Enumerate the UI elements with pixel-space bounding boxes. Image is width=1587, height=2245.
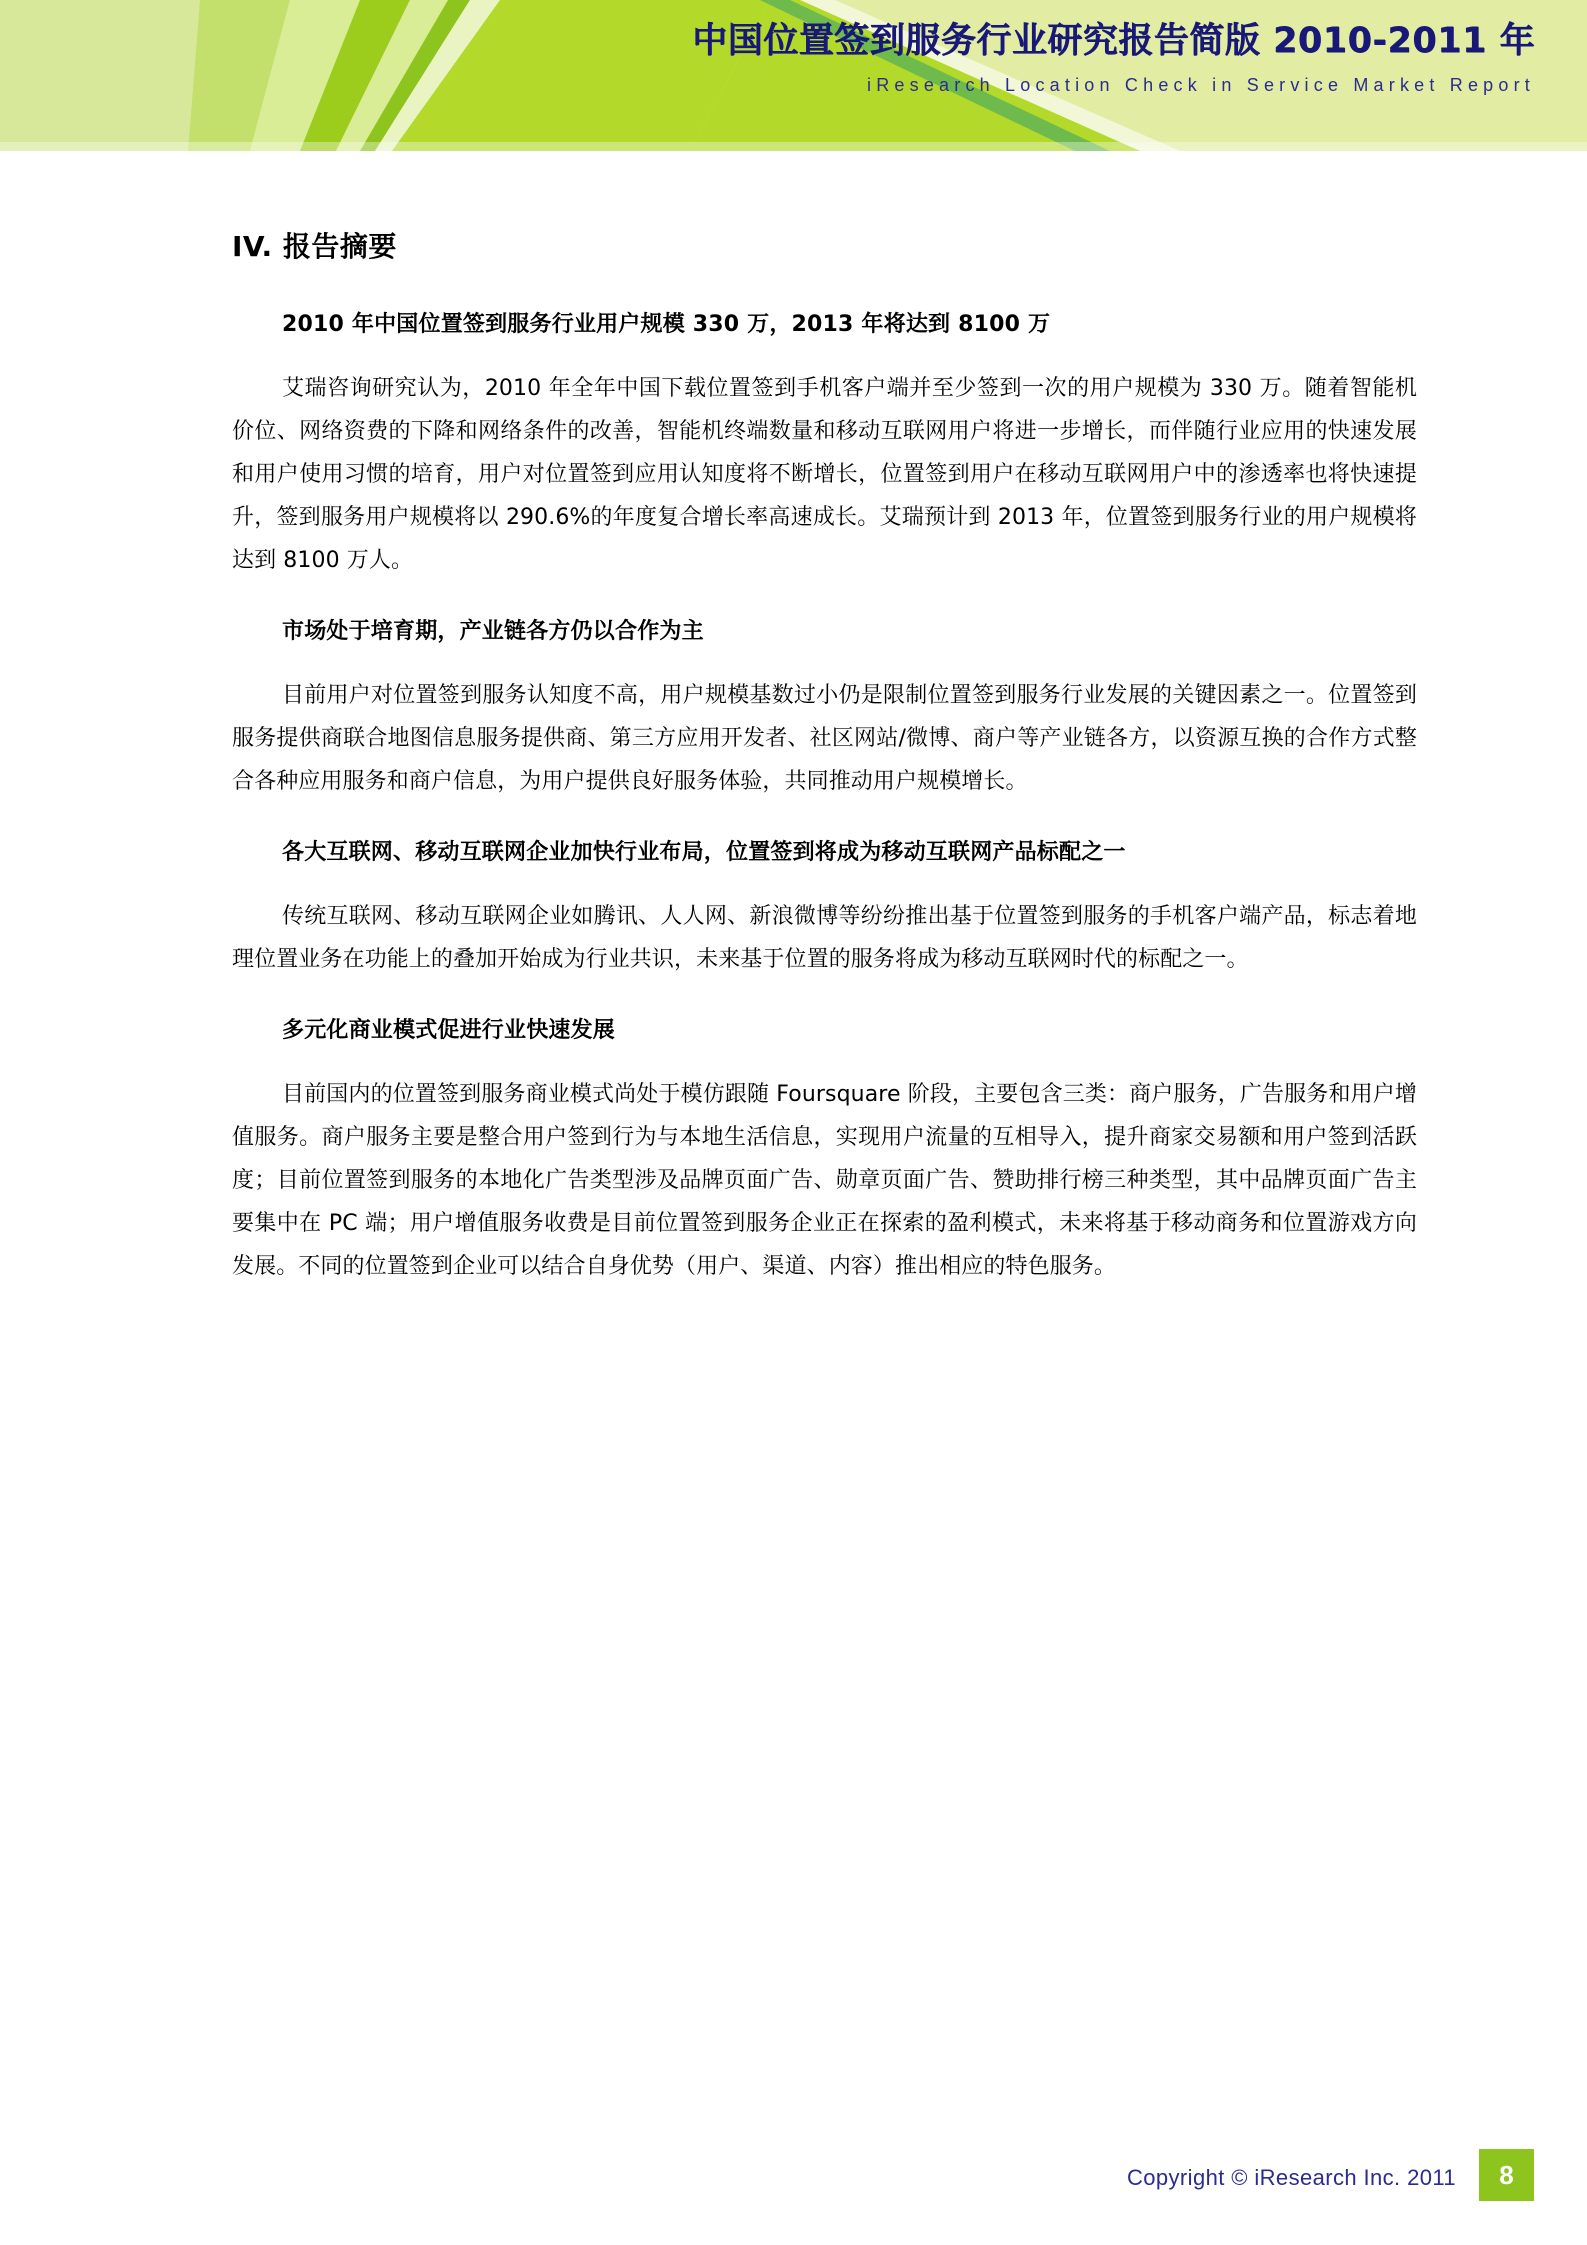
copyright-notice: Copyright © iResearch Inc. 2011	[1126, 2165, 1456, 2190]
subsection-paragraph-3: 传统互联网、移动互联网企业如腾讯、人人网、新浪微博等纷纷推出基于位置签到服务的手机客户端产品，标志着地理位置业务在功能上的叠加开始成为行业共识，未来基于位置的服务将成为移动互联网时代的标配之一。	[232, 904, 1417, 972]
summary-block-2	[232, 616, 1417, 803]
summary-block-4	[232, 1015, 1417, 1288]
subsection-heading-4: 多元化商业模式促进行业快速发展	[282, 1018, 616, 1043]
report-subtitle-english: iResearch Location Check in Service Market Report	[867, 75, 1535, 95]
subsection-paragraph-2: 目前用户对位置签到服务认知度不高，用户规模基数过小仍是限制位置签到服务行业发展的关键因素之一。位置签到服务提供商联合地图信息服务提供商、第三方应用开发者、社区网站/微博、商户等产业链各方，以资源互换的合作方式整合各种应用服务和商户信息，为用户提供良好服务体验，共同推动用户规模增长。	[232, 683, 1417, 794]
summary-block-1	[232, 309, 1417, 582]
page-number-badge	[1479, 2149, 1534, 2201]
subsection-heading-3: 各大互联网、移动互联网企业加快行业布局，位置签到将成为移动互联网产品标配之一	[282, 840, 1126, 865]
main-content	[232, 225, 1417, 1322]
page-header-banner	[0, 0, 1587, 151]
page-footer	[0, 2095, 1587, 2245]
subsection-paragraph-4: 目前国内的位置签到服务商业模式尚处于模仿跟随 Foursquare 阶段，主要包含三类：商户服务，广告服务和用户增值服务。商户服务主要是整合用户签到行为与本地生活信息，实现用户流量的互相导入，提升商家交易额和用户签到活跃度；目前位置签到服务的本地化广告类型涉及品牌页面广告、勋章页面广告、赞助排行榜三种类型，其中品牌页面广告主要集中在 PC 端；用户增值服务收费是目前位置签到服务企业正在探索的盈利模式，未来将基于移动商务和位置游戏方向发展。不同的位置签到企业可以结合自身优势（用户、渠道、内容）推出相应的特色服务。	[232, 1082, 1417, 1279]
page-title: IV. 报告摘要	[232, 230, 397, 263]
subsection-heading-1: 2010 年中国位置签到服务行业用户规模 330 万，2013 年将达到 8100 万	[282, 312, 1051, 337]
subsection-heading-2: 市场处于培育期，产业链各方仍以合作为主	[282, 619, 704, 644]
report-title: 中国位置签到服务行业研究报告简版 2010-2011 年	[692, 21, 1535, 61]
summary-block-3	[232, 837, 1417, 981]
header-text-block	[692, 18, 1535, 100]
subsection-paragraph-1: 艾瑞咨询研究认为，2010 年全年中国下载位置签到手机客户端并至少签到一次的用户规模为 330 万。随着智能机价位、网络资费的下降和网络条件的改善，智能机终端数量和移动互联网用户将进一步增长，而伴随行业应用的快速发展和用户使用习惯的培育，用户对位置签到应用认知度将不断增长，位置签到用户在移动互联网用户中的渗透率也将快速提升，签到服务用户规模将以 290.6%的年度复合增长率高速成长。艾瑞预计到 2013 年，位置签到服务行业的用户规模将达到 8100 万人。	[232, 376, 1417, 573]
page-number-value: 8	[1499, 2160, 1514, 2190]
